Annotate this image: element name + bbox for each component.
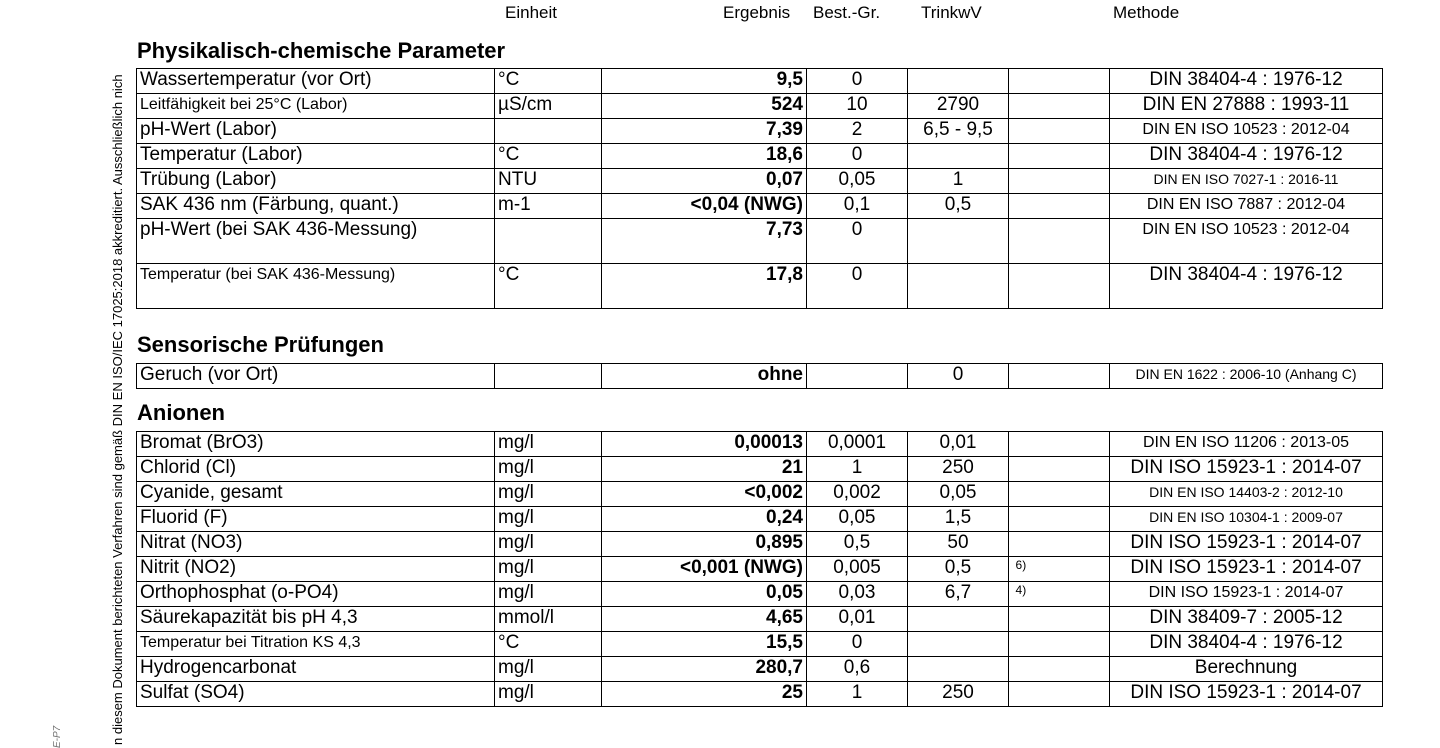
trinkwv-cell-text: 0: [952, 364, 964, 385]
result-cell: [602, 432, 807, 457]
empty-cell: [1009, 364, 1110, 389]
result-cell-text: <0,001 (NWG): [679, 557, 803, 578]
param-cell: [137, 607, 495, 632]
unit-cell-text: mg/l: [498, 557, 534, 578]
result-cell-text: ohne: [757, 364, 803, 385]
trinkwv-cell: [908, 557, 1027, 582]
trinkwv-cell: [908, 264, 1009, 309]
trinkwv-cell-text: 0,5: [944, 557, 972, 578]
method-cell: [1110, 632, 1383, 657]
bestgr-cell: [807, 632, 908, 657]
trinkwv-cell: [908, 194, 1009, 219]
bestgr-cell: [807, 94, 908, 119]
empty-cell: [1009, 457, 1110, 482]
unit-cell-text: mg/l: [498, 507, 534, 528]
col-header-ergebnis: Ergebnis: [723, 3, 791, 22]
method-cell: [1110, 432, 1383, 457]
result-cell: [602, 94, 807, 119]
method-cell-text: DIN 38404-4 : 1976-12: [1149, 632, 1343, 653]
trinkwv-cell-text: 1: [952, 169, 964, 190]
unit-cell-text: m-1: [498, 194, 531, 215]
unit-cell: [495, 119, 602, 144]
empty-cell: [1009, 482, 1110, 507]
result-cell-text: 25: [781, 682, 803, 703]
param-cell-text: Temperatur bei Titration KS 4,3: [140, 634, 361, 651]
section-title-physchem: Physikalisch-chemische Parameter: [137, 38, 506, 63]
param-cell: [137, 457, 495, 482]
table-row: [137, 364, 1383, 389]
result-cell-text: 524: [771, 94, 803, 115]
unit-cell-text: mg/l: [498, 482, 534, 503]
unit-cell: [495, 169, 602, 194]
param-cell: [137, 364, 495, 389]
unit-cell: [495, 144, 602, 169]
bestgr-cell-text: 0,005: [833, 557, 881, 578]
unit-cell: [495, 364, 602, 389]
result-cell: [602, 532, 807, 557]
bestgr-cell: [807, 657, 908, 682]
param-cell: [137, 557, 495, 582]
sensorisch-table: [136, 363, 1383, 389]
unit-cell-text: mg/l: [498, 532, 534, 553]
method-cell: [1110, 219, 1383, 264]
method-cell: [1110, 682, 1383, 707]
table-row: [137, 532, 1383, 557]
method-cell: [1110, 169, 1383, 194]
empty-cell: [1009, 119, 1110, 144]
param-cell-text: Geruch (vor Ort): [140, 364, 279, 385]
method-cell-text: DIN ISO 15923-1 : 2014-07: [1130, 557, 1362, 578]
empty-cell: [1009, 432, 1110, 457]
param-cell: [137, 507, 495, 532]
result-cell: [602, 119, 807, 144]
footnote-marker: 4): [1015, 583, 1027, 597]
table-row: [137, 607, 1383, 632]
result-cell: [602, 364, 807, 389]
bestgr-cell-text: 0,5: [843, 532, 871, 553]
table-row: [137, 194, 1383, 219]
bestgr-cell: [807, 582, 908, 607]
bestgr-cell: [807, 457, 908, 482]
empty-cell: [1009, 94, 1110, 119]
method-cell: [1110, 532, 1383, 557]
col-header-bestgr: Best.-Gr.: [813, 3, 881, 22]
bestgr-cell: [807, 364, 908, 389]
bestgr-cell-text: 0: [851, 144, 863, 165]
trinkwv-cell: [908, 219, 1009, 264]
trinkwv-cell: [908, 69, 1009, 94]
bestgr-cell-text: 0,05: [838, 507, 876, 528]
unit-cell: [495, 682, 602, 707]
bestgr-cell: [807, 194, 908, 219]
method-cell: [1110, 69, 1383, 94]
trinkwv-cell-text: 6,7: [944, 582, 972, 603]
empty-cell: [1009, 682, 1110, 707]
unit-cell: [495, 457, 602, 482]
method-cell: [1110, 119, 1383, 144]
method-cell: [1110, 264, 1383, 309]
physchem-table: [136, 68, 1383, 309]
bestgr-cell-text: 0,05: [838, 169, 876, 190]
method-cell-text: DIN ISO 15923-1 : 2014-07: [1148, 584, 1344, 601]
result-cell-text: 7,73: [766, 219, 803, 240]
unit-cell-text: mg/l: [498, 432, 534, 453]
result-cell: [602, 264, 807, 309]
param-cell: [137, 144, 495, 169]
method-cell: [1110, 657, 1383, 682]
trinkwv-cell-text: 0,01: [939, 432, 977, 453]
unit-cell: [495, 219, 602, 264]
result-cell-text: 21: [781, 457, 803, 478]
table-row: [137, 557, 1383, 582]
result-cell-text: 0,00013: [734, 432, 803, 453]
method-cell-text: DIN 38404-4 : 1976-12: [1149, 144, 1343, 165]
bestgr-cell-text: 1: [851, 457, 863, 478]
method-cell-text: DIN 38409-7 : 2005-12: [1149, 607, 1343, 628]
bestgr-cell: [807, 507, 908, 532]
param-cell: [137, 582, 495, 607]
param-cell: [137, 169, 495, 194]
param-cell-text: Trübung (Labor): [140, 169, 277, 190]
result-cell: [602, 657, 807, 682]
unit-cell-text: mg/l: [498, 682, 534, 703]
bestgr-cell-text: 0: [851, 69, 863, 90]
result-cell: [602, 507, 807, 532]
table-row: [137, 144, 1383, 169]
trinkwv-cell: [908, 682, 1009, 707]
side-code: E-P7: [52, 725, 63, 748]
unit-cell: [495, 532, 602, 557]
col-header-einheit: Einheit: [505, 3, 557, 22]
section-title-anionen: Anionen: [137, 400, 225, 425]
table-row: [137, 94, 1383, 119]
result-cell-text: 18,6: [766, 144, 803, 165]
empty-cell: [1009, 607, 1110, 632]
param-cell: [137, 532, 495, 557]
method-cell-text: DIN ISO 15923-1 : 2014-07: [1130, 532, 1362, 553]
accreditation-side-note: n diesem Dokument berichteten Verfahren sind gemäß DIN EN ISO/IEC 17025:2018 akkreditiert. Ausschließlich nich: [110, 74, 125, 745]
param-cell-text: Leitfähigkeit bei 25°C (Labor): [140, 96, 348, 113]
bestgr-cell: [807, 69, 908, 94]
result-cell-text: <0,002: [744, 482, 803, 503]
trinkwv-cell: [908, 169, 1009, 194]
empty-cell: [1009, 144, 1110, 169]
method-cell-text: DIN EN ISO 10523 : 2012-04: [1142, 121, 1350, 138]
trinkwv-cell-text: 6,5 - 9,5: [923, 119, 993, 140]
result-cell-text: <0,04 (NWG): [690, 194, 803, 215]
method-cell-text: DIN 38404-4 : 1976-12: [1149, 69, 1343, 90]
param-cell-text: Chlorid (Cl): [140, 457, 237, 478]
param-cell-text: Orthophosphat (o-PO4): [140, 582, 339, 603]
method-cell: [1110, 607, 1383, 632]
unit-cell: [495, 582, 602, 607]
result-cell-text: 17,8: [766, 264, 803, 285]
unit-cell: [495, 482, 602, 507]
result-cell: [602, 457, 807, 482]
result-cell-text: 9,5: [776, 69, 803, 90]
method-cell: [1110, 482, 1383, 507]
method-cell: [1110, 582, 1383, 607]
result-cell-text: 0,24: [766, 507, 803, 528]
method-cell-text: DIN EN ISO 11206 : 2013-05: [1142, 434, 1350, 451]
method-cell-text: DIN 38404-4 : 1976-12: [1149, 264, 1343, 285]
empty-cell: [1009, 657, 1110, 682]
trinkwv-cell: [908, 144, 1009, 169]
param-cell-text: Fluorid (F): [140, 507, 228, 528]
table-row: [137, 632, 1383, 657]
method-cell: [1110, 557, 1383, 582]
table-row: [137, 457, 1383, 482]
bestgr-cell: [807, 119, 908, 144]
table-row: [137, 507, 1383, 532]
result-cell: [602, 582, 807, 607]
empty-cell: [1009, 632, 1110, 657]
unit-cell-text: mg/l: [498, 657, 534, 678]
trinkwv-cell: [908, 457, 1009, 482]
trinkwv-cell: [908, 532, 1009, 557]
bestgr-cell: [807, 532, 908, 557]
method-cell-text: DIN EN ISO 10523 : 2012-04: [1142, 221, 1350, 238]
param-cell: [137, 119, 495, 144]
empty-cell: [1009, 194, 1110, 219]
bestgr-cell: [807, 264, 908, 309]
bestgr-cell-text: 0: [851, 219, 863, 240]
trinkwv-cell-text: 2790: [936, 94, 980, 115]
param-cell-text: pH-Wert (bei SAK 436-Messung): [140, 219, 418, 240]
result-cell-text: 7,39: [766, 119, 803, 140]
table-row: [137, 657, 1383, 682]
method-cell-text: DIN EN ISO 10304-1 : 2009-07: [1149, 509, 1343, 525]
param-cell-text: Nitrat (NO3): [140, 532, 243, 553]
unit-cell: [495, 69, 602, 94]
bestgr-cell: [807, 682, 908, 707]
method-cell: [1110, 507, 1383, 532]
bestgr-cell-text: 0,002: [833, 482, 881, 503]
method-cell-text: DIN ISO 15923-1 : 2014-07: [1130, 682, 1362, 703]
col-header-trinkwv: TrinkwV: [921, 3, 982, 22]
bestgr-cell: [807, 169, 908, 194]
method-cell: [1110, 364, 1383, 389]
unit-cell-text: mg/l: [498, 457, 534, 478]
method-cell-text: DIN EN 27888 : 1993-11: [1142, 94, 1350, 115]
bestgr-cell-text: 1: [851, 682, 863, 703]
bestgr-cell: [807, 219, 908, 264]
result-cell: [602, 194, 807, 219]
trinkwv-cell: [908, 364, 1009, 389]
bestgr-cell: [807, 607, 908, 632]
param-cell: [137, 682, 495, 707]
table-row: [137, 682, 1383, 707]
result-cell: [602, 607, 807, 632]
bestgr-cell: [807, 557, 908, 582]
param-cell-text: Nitrit (NO2): [140, 557, 237, 578]
result-cell: [602, 482, 807, 507]
result-cell-text: 4,65: [766, 607, 803, 628]
result-cell-text: 15,5: [766, 632, 803, 653]
unit-cell: [495, 657, 602, 682]
col-header-methode: Methode: [1113, 3, 1180, 22]
trinkwv-cell-text: 250: [942, 457, 974, 478]
trinkwv-cell-text: 50: [947, 532, 969, 553]
param-cell: [137, 482, 495, 507]
param-cell: [137, 194, 495, 219]
param-cell-text: Sulfat (SO4): [140, 682, 245, 703]
table-row: [137, 482, 1383, 507]
unit-cell-text: µS/cm: [498, 94, 553, 115]
trinkwv-cell: [908, 632, 1009, 657]
empty-cell: [1009, 264, 1110, 309]
unit-cell-text: °C: [498, 264, 520, 285]
table-row: [137, 69, 1383, 94]
anionen-table: [136, 431, 1383, 707]
table-row: [137, 119, 1383, 144]
trinkwv-cell-text: 250: [942, 682, 974, 703]
param-cell-text: Hydrogencarbonat: [140, 657, 297, 678]
section-title-sensorisch: Sensorische Prüfungen: [137, 332, 384, 357]
result-cell-text: 0,07: [766, 169, 803, 190]
bestgr-cell: [807, 432, 908, 457]
unit-cell-text: mmol/l: [498, 607, 554, 628]
result-cell-text: 0,895: [755, 532, 803, 553]
param-cell-text: Bromat (BrO3): [140, 432, 264, 453]
trinkwv-cell: [908, 482, 1009, 507]
table-row: [137, 582, 1383, 607]
table-row: [137, 264, 1383, 309]
result-cell: [602, 144, 807, 169]
param-cell: [137, 69, 495, 94]
table-row: [137, 219, 1383, 264]
unit-cell-text: mg/l: [498, 582, 534, 603]
method-cell: [1110, 94, 1383, 119]
param-cell: [137, 632, 495, 657]
trinkwv-cell: [908, 657, 1009, 682]
bestgr-cell: [807, 482, 908, 507]
bestgr-cell: [807, 144, 908, 169]
method-cell-text: DIN EN ISO 14403-2 : 2012-10: [1149, 484, 1343, 500]
unit-cell: [495, 632, 602, 657]
param-cell-text: Cyanide, gesamt: [140, 482, 283, 503]
bestgr-cell-text: 0: [851, 632, 863, 653]
empty-cell: [1009, 507, 1110, 532]
bestgr-cell-text: 10: [846, 94, 868, 115]
param-cell: [137, 94, 495, 119]
unit-cell: [495, 432, 602, 457]
method-cell-text: DIN EN ISO 7027-1 : 2016-11: [1153, 171, 1339, 187]
bestgr-cell-text: 2: [851, 119, 863, 140]
param-cell: [137, 219, 495, 264]
param-cell-text: Säurekapazität bis pH 4,3: [140, 607, 358, 628]
method-cell-text: DIN EN 1622 : 2006-10 (Anhang C): [1135, 366, 1357, 382]
param-cell: [137, 264, 495, 309]
result-cell: [602, 169, 807, 194]
method-cell-text: DIN EN ISO 7887 : 2012-04: [1146, 196, 1346, 213]
table-row: [137, 432, 1383, 457]
result-cell: [602, 69, 807, 94]
trinkwv-cell: [908, 119, 1009, 144]
unit-cell-text: °C: [498, 632, 520, 653]
unit-cell: [495, 607, 602, 632]
trinkwv-cell: [908, 607, 1009, 632]
result-cell: [602, 682, 807, 707]
trinkwv-cell: [908, 582, 1027, 607]
bestgr-cell-text: 0,1: [843, 194, 871, 215]
param-cell-text: SAK 436 nm (Färbung, quant.): [140, 194, 399, 215]
result-cell-text: 0,05: [766, 582, 803, 603]
bestgr-cell-text: 0: [851, 264, 863, 285]
unit-cell-text: NTU: [498, 169, 538, 190]
trinkwv-cell-text: 0,5: [944, 194, 972, 215]
trinkwv-cell-text: 1,5: [944, 507, 972, 528]
result-cell: [602, 632, 807, 657]
method-cell-text: DIN ISO 15923-1 : 2014-07: [1130, 457, 1362, 478]
table-row: [137, 169, 1383, 194]
trinkwv-cell: [908, 432, 1009, 457]
trinkwv-cell: [908, 94, 1009, 119]
unit-cell-text: °C: [498, 69, 520, 90]
result-cell: [602, 219, 807, 264]
method-cell-text: Berechnung: [1194, 657, 1298, 678]
trinkwv-cell-text: 0,05: [939, 482, 977, 503]
unit-cell: [495, 94, 602, 119]
param-cell: [137, 657, 495, 682]
param-cell-text: Temperatur (bei SAK 436-Messung): [140, 266, 396, 283]
param-cell-text: Temperatur (Labor): [140, 144, 303, 165]
bestgr-cell-text: 0,0001: [827, 432, 887, 453]
param-cell: [137, 432, 495, 457]
unit-cell: [495, 264, 602, 309]
unit-cell: [495, 507, 602, 532]
bestgr-cell-text: 0,01: [838, 607, 876, 628]
unit-cell: [495, 194, 602, 219]
unit-cell-text: °C: [498, 144, 520, 165]
empty-cell: [1009, 69, 1110, 94]
param-cell-text: pH-Wert (Labor): [140, 119, 277, 140]
method-cell: [1110, 457, 1383, 482]
empty-cell: [1009, 219, 1110, 264]
empty-cell: [1009, 532, 1110, 557]
empty-cell: [1009, 169, 1110, 194]
bestgr-cell-text: 0,6: [843, 657, 871, 678]
method-cell: [1110, 194, 1383, 219]
param-cell-text: Wassertemperatur (vor Ort): [140, 69, 372, 90]
footnote-marker: 6): [1015, 558, 1027, 572]
bestgr-cell-text: 0,03: [838, 582, 876, 603]
unit-cell: [495, 557, 602, 582]
trinkwv-cell: [908, 507, 1009, 532]
result-cell-text: 280,7: [755, 657, 803, 678]
result-cell: [602, 557, 807, 582]
method-cell: [1110, 144, 1383, 169]
